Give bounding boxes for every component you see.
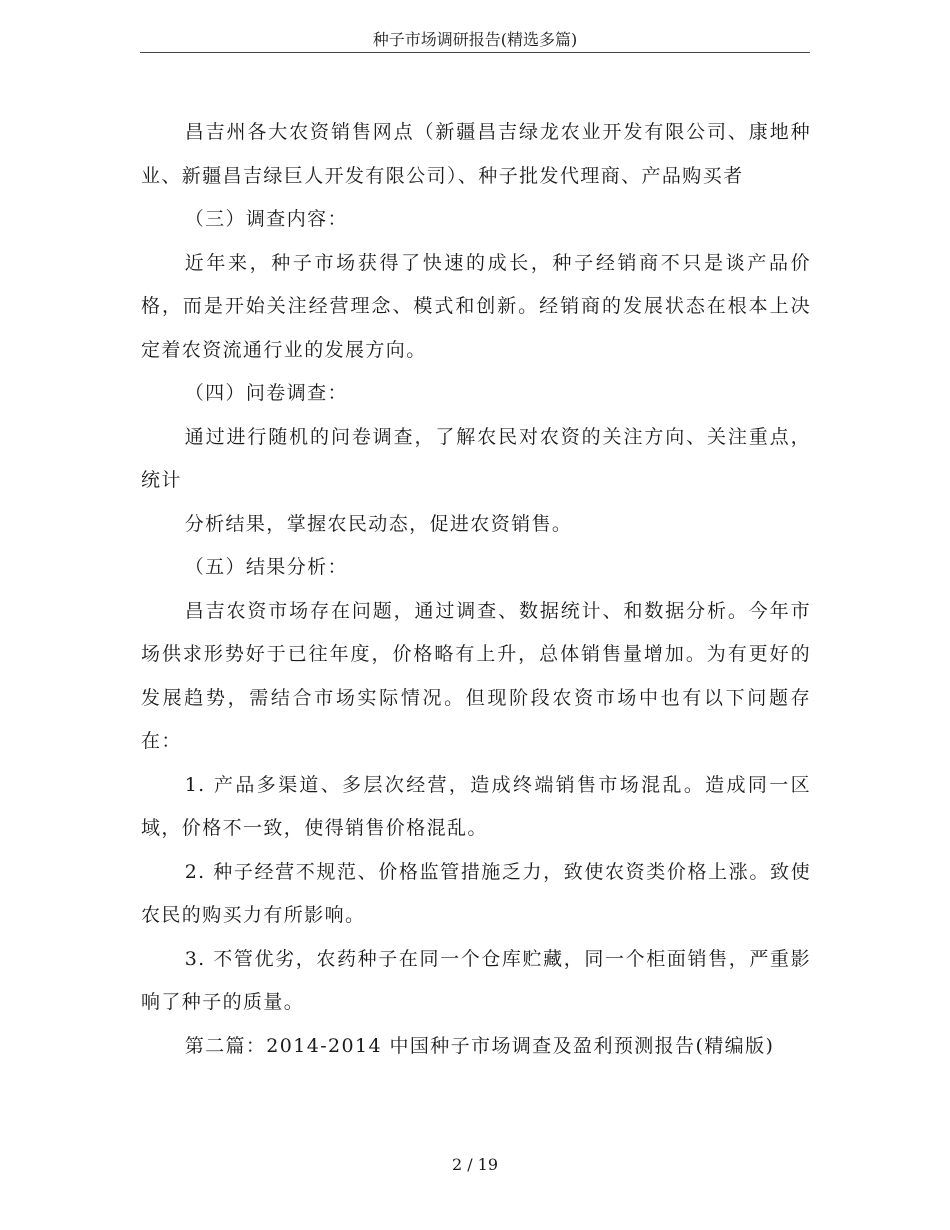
page-number: 2 / 19 bbox=[451, 1155, 499, 1174]
section-heading-questionnaire: （四）问卷调查： bbox=[184, 382, 348, 404]
paragraph-survey-targets: 昌吉州各大农资销售网点（新疆昌吉绿龙农业开发有限公司、康地种业、新疆昌吉绿巨人开发有限公司）、种子批发代理商、产品购买者 bbox=[141, 121, 811, 187]
paragraph-survey-content: 近年来，种子市场获得了快速的成长，种子经销商不只是谈产品价格，而是开始关注经营理念、模式和创新。经销商的发展状态在根本上决定着农资流通行业的发展方向。 bbox=[141, 251, 811, 361]
section-heading-part-two: 第二篇：2014-2014 中国种子市场调查及盈利预测报告(精编版) bbox=[184, 1034, 775, 1057]
list-item-problem-2: 2. 种子经营不规范、价格监管措施乏力，致使农资类价格上涨。致使农民的购买力有所影响。 bbox=[141, 860, 811, 926]
section-heading-survey-content: （三）调查内容： bbox=[184, 208, 348, 230]
list-item-problem-3: 3. 不管优劣，农药种子在同一个仓库贮藏，同一个柜面销售，严重影响了种子的质量。 bbox=[141, 947, 811, 1013]
list-item-problem-1: 1. 产品多渠道、多层次经营，造成终端销售市场混乱。造成同一区域，价格不一致，使得销售价格混乱。 bbox=[141, 773, 811, 839]
section-heading-result-analysis: （五）结果分析： bbox=[184, 556, 348, 578]
document-body bbox=[141, 111, 811, 1068]
page-footer bbox=[0, 1153, 950, 1177]
paragraph-questionnaire: 通过进行随机的问卷调查，了解农民对农资的关注方向、关注重点，统计 bbox=[141, 425, 811, 491]
paragraph-result-analysis: 昌吉农资市场存在问题，通过调查、数据统计、和数据分析。今年市场供求形势好于已往年度，价格略有上升，总体销售量增加。为有更好的发展趋势，需结合市场实际情况。但现阶段农资市场中也有以下问题存在： bbox=[141, 599, 811, 752]
document-title: 种子市场调研报告(精选多篇) bbox=[372, 30, 578, 49]
page-header bbox=[140, 28, 810, 53]
paragraph-questionnaire-continued: 分析结果，掌握农民动态，促进农资销售。 bbox=[184, 512, 573, 535]
